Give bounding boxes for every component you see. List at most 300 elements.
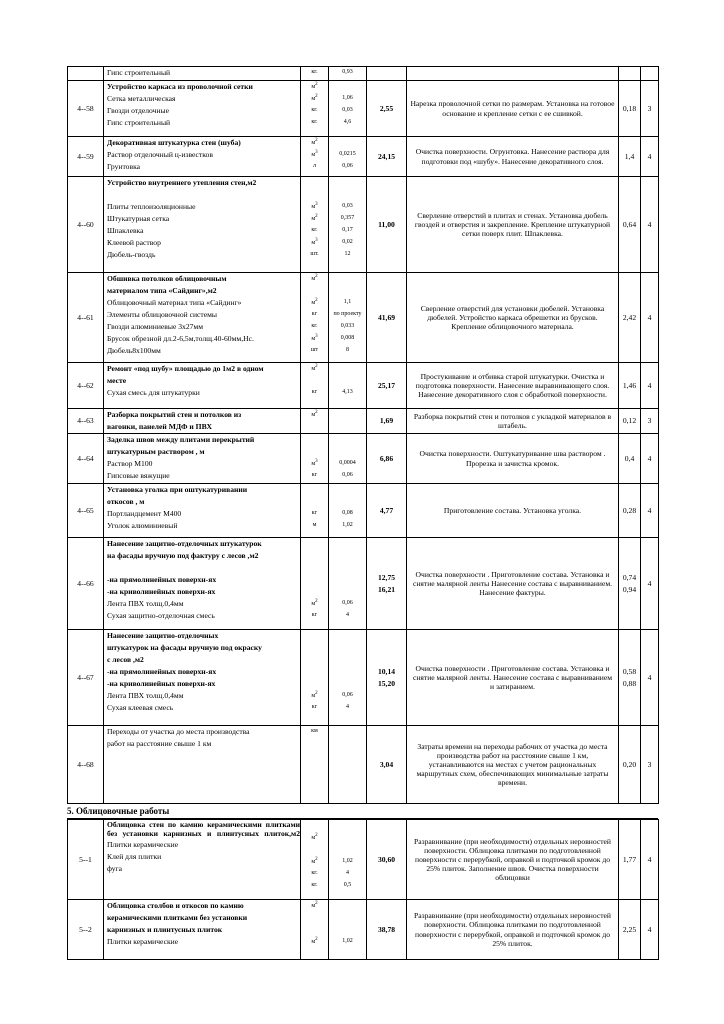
work-description: Очистка поверхности. Оштукатуривание шва раствором . Прорезка и зачистка кромок. bbox=[407, 434, 619, 484]
quantities-column bbox=[329, 900, 367, 960]
units-column bbox=[301, 900, 329, 960]
material-quantity bbox=[329, 345, 366, 357]
material-name: Портландцемент М400 bbox=[107, 509, 182, 519]
unit-text: $м^2$ bbox=[311, 937, 318, 946]
units-column bbox=[301, 177, 329, 273]
work-description: Очистка поверхности. Огрунтовка. Нанесение раствора для подготовки под «шубу». Нанесение декоративного слоя. bbox=[407, 137, 619, 177]
norms-document bbox=[67, 66, 658, 960]
quantity-text: 0,0215 bbox=[339, 151, 356, 158]
rate-value bbox=[619, 900, 641, 960]
material-quantity bbox=[329, 105, 366, 117]
material-name: Брусок обрезной дл.2-6,5м,толщ.40-60мм,Нс. bbox=[107, 334, 254, 344]
material-unit bbox=[301, 508, 328, 520]
rate-value-item: 0,74 bbox=[622, 572, 637, 582]
work-title-line: Облицовка стен по камню керамическими плитками без установки карнизных и плинтусных плиток,м2 bbox=[107, 820, 300, 839]
quantities-column bbox=[329, 363, 367, 409]
unit-exponent: 2 bbox=[315, 937, 318, 943]
material-quantity bbox=[329, 702, 366, 714]
row-code: 4--65 bbox=[68, 484, 104, 538]
unit-text: $м^2$ bbox=[311, 901, 318, 910]
rate-value bbox=[619, 630, 641, 726]
row-code: 4--66 bbox=[68, 538, 104, 630]
worker-grade: 4 bbox=[641, 484, 659, 538]
time-norm-value: 6,86 bbox=[379, 453, 394, 463]
material-name: фуга bbox=[107, 863, 123, 873]
material-quantity bbox=[329, 678, 366, 690]
time-norm bbox=[367, 177, 407, 273]
rate-value-item bbox=[619, 68, 640, 80]
rate-value-item: 1,4 bbox=[624, 151, 635, 161]
material-name: Раствор М100 bbox=[107, 459, 153, 469]
quantity-text: 1,02 bbox=[342, 858, 353, 865]
worker-grade: 4 bbox=[641, 538, 659, 630]
material-quantity bbox=[329, 285, 366, 297]
time-norm-value: 3,04 bbox=[379, 759, 394, 769]
quantity-text: 4,13 bbox=[342, 389, 353, 396]
material-name: Плитки керамические bbox=[107, 937, 179, 947]
rate-value bbox=[619, 538, 641, 630]
worker-grade: 3 bbox=[641, 409, 659, 434]
quantity-text: 0,93 bbox=[342, 69, 353, 76]
rate-value-item: 0,18 bbox=[622, 103, 637, 113]
material-unit bbox=[301, 285, 328, 297]
material-name bbox=[104, 562, 300, 574]
table-row bbox=[68, 484, 659, 538]
material-quantity bbox=[329, 880, 366, 892]
time-norm bbox=[367, 363, 407, 409]
rate-value bbox=[619, 363, 641, 409]
material-unit bbox=[301, 868, 328, 880]
material-unit bbox=[301, 446, 328, 458]
quantity-text: 0,08 bbox=[342, 510, 353, 517]
material-quantity bbox=[329, 726, 366, 738]
work-and-materials bbox=[104, 273, 301, 363]
work-and-materials bbox=[104, 409, 301, 434]
material-name: Лента ПВХ толщ.0,4мм bbox=[107, 599, 184, 609]
work-title-line: -на криволинейных поверхн-ях bbox=[107, 587, 216, 597]
quantity-text: 4,6 bbox=[343, 119, 352, 126]
material-quantity bbox=[329, 273, 366, 285]
unit-exponent: 2 bbox=[315, 364, 318, 370]
material-quantity bbox=[329, 225, 366, 237]
unit-text: $м^2$ bbox=[311, 364, 318, 373]
work-title-line: откосов , м bbox=[107, 497, 145, 507]
work-title-line: Устройство внутреннего утепления стен,м2 bbox=[107, 178, 257, 188]
material-unit bbox=[301, 177, 328, 189]
material-quantity bbox=[329, 149, 366, 161]
unit-text: $м^3$ bbox=[311, 334, 318, 343]
table-row bbox=[68, 81, 659, 137]
time-norm bbox=[367, 273, 407, 363]
worker-grade: 4 bbox=[641, 177, 659, 273]
units-column bbox=[301, 434, 329, 484]
material-quantity bbox=[329, 484, 366, 496]
work-description: Сверление отверстий в плитах и стенах. Установка дюбель гвоздей и отверстия и закрепление. Крепление штукатурной сетки поверх плит. Шпаклевка. bbox=[407, 177, 619, 273]
quantity-text: 4 bbox=[346, 612, 349, 619]
material-quantity bbox=[329, 434, 366, 446]
rate-value bbox=[619, 820, 641, 900]
unit-text: кг bbox=[311, 472, 318, 479]
time-norm bbox=[367, 538, 407, 630]
work-description: Простукивание и отбивка старой штукатурки. Очистка и подготовка поверхности. Нанесение выравнивающего слоя. Нанесение декоративного слоя с обработкой поверхности. bbox=[407, 363, 619, 409]
rate-value-item: 0,12 bbox=[622, 416, 637, 426]
material-name: работ на расстояние свыше 1 км bbox=[107, 739, 212, 749]
material-unit bbox=[301, 484, 328, 496]
rate-value-item: 0,20 bbox=[622, 759, 637, 769]
unit-exponent: 3 bbox=[315, 459, 318, 465]
unit-text: $м^2$ bbox=[311, 82, 318, 91]
material-quantity bbox=[329, 309, 366, 321]
material-name: Гвозди отделочные bbox=[107, 106, 170, 116]
material-quantity bbox=[329, 237, 366, 249]
material-quantity bbox=[329, 690, 366, 702]
table-row bbox=[68, 538, 659, 630]
material-quantity bbox=[329, 137, 366, 149]
units-column bbox=[301, 81, 329, 137]
material-quantity bbox=[329, 496, 366, 508]
material-unit bbox=[301, 189, 328, 201]
material-quantity bbox=[329, 586, 366, 598]
rate-value bbox=[619, 409, 641, 434]
material-unit bbox=[301, 520, 328, 532]
material-unit bbox=[301, 93, 328, 105]
work-title-line: -на прямолинейных поверхн-ях bbox=[107, 667, 217, 677]
work-description: Очистка поверхности . Приготовление состава. Установка и снятие малярной ленты. Нанесение состава с выравниванием и затиранием. bbox=[407, 630, 619, 726]
material-name: Грунтовка bbox=[107, 162, 141, 172]
material-quantity bbox=[329, 93, 366, 105]
unit-text: кг bbox=[311, 704, 318, 711]
table-row bbox=[68, 137, 659, 177]
material-quantity bbox=[329, 924, 366, 936]
quantity-text: 4 bbox=[346, 870, 349, 877]
work-and-materials bbox=[104, 538, 301, 630]
rate-value-item: 1,77 bbox=[622, 854, 637, 864]
material-name: Гвозди алюминиевые 3х27мм bbox=[107, 322, 204, 332]
time-norm bbox=[367, 81, 407, 137]
unit-text: кг. bbox=[311, 119, 318, 126]
material-quantity bbox=[329, 458, 366, 470]
material-unit bbox=[301, 273, 328, 285]
row-code: 4--63 bbox=[68, 409, 104, 434]
material-unit bbox=[301, 105, 328, 117]
work-and-materials bbox=[104, 177, 301, 273]
row-code: 5--1 bbox=[68, 820, 104, 900]
material-unit bbox=[301, 225, 328, 237]
material-quantity bbox=[329, 900, 366, 912]
material-quantity bbox=[329, 738, 366, 750]
time-norm bbox=[367, 726, 407, 804]
material-quantity bbox=[329, 409, 366, 421]
table-row bbox=[68, 409, 659, 434]
material-unit bbox=[301, 630, 328, 642]
unit-text: кг. bbox=[311, 882, 318, 889]
norms-table-1 bbox=[67, 66, 659, 804]
quantity-text: 8 bbox=[346, 347, 349, 354]
quantity-text: 4 bbox=[346, 704, 349, 711]
table-row bbox=[68, 67, 659, 81]
unit-text: $м^2$ bbox=[311, 833, 318, 842]
quantities-column bbox=[329, 538, 367, 630]
worker-grade bbox=[641, 67, 659, 81]
quantity-text: 0,033 bbox=[340, 323, 355, 330]
quantity-text: 0,357 bbox=[340, 215, 355, 222]
units-column bbox=[301, 820, 329, 900]
material-unit bbox=[301, 470, 328, 482]
material-unit bbox=[301, 690, 328, 702]
unit-text: $м^2$ bbox=[311, 691, 318, 700]
unit-text: л bbox=[313, 163, 316, 170]
material-quantity bbox=[329, 333, 366, 345]
work-description: Разравнивание (при необходимости) отдельных неровностей поверхности. Облицовка плитками по подготовленной поверхности с перерубкой, оправкой и подточкой кромок до 25% плиток. bbox=[407, 900, 619, 960]
work-and-materials bbox=[104, 67, 301, 81]
quantity-text: 0,06 bbox=[342, 472, 353, 479]
unit-exponent: 2 bbox=[315, 691, 318, 697]
material-unit bbox=[301, 880, 328, 892]
quantity-text: 1,02 bbox=[342, 938, 353, 945]
rate-value-item: 0,64 bbox=[622, 219, 637, 229]
material-unit bbox=[301, 562, 328, 574]
material-quantity bbox=[329, 630, 366, 642]
material-quantity bbox=[329, 81, 366, 93]
quantity-text: 0,03 bbox=[342, 203, 353, 210]
quantities-column bbox=[329, 434, 367, 484]
material-quantity bbox=[329, 508, 366, 520]
work-description: Сверление отверстий для установки дюбелей. Установка дюбелей. Устройство каркаса обрешетки из брусков. Крепление облицовочного материала. bbox=[407, 273, 619, 363]
rate-value bbox=[619, 434, 641, 484]
unit-text: $м^3$ bbox=[311, 238, 318, 247]
material-unit bbox=[301, 610, 328, 622]
time-norm bbox=[367, 67, 407, 81]
material-quantity bbox=[329, 856, 366, 868]
material-quantity bbox=[329, 213, 366, 225]
unit-exponent: 2 bbox=[315, 298, 318, 304]
work-title-line: Разборка покрытий стен и потолков из bbox=[107, 410, 242, 420]
time-norm-value: 2,55 bbox=[379, 103, 394, 113]
material-quantity bbox=[329, 868, 366, 880]
unit-text: $м^2$ bbox=[311, 410, 318, 419]
units-column bbox=[301, 538, 329, 630]
unit-text: км bbox=[311, 728, 318, 735]
material-name: Сетка металлическая bbox=[107, 94, 176, 104]
work-title-line: Устройство каркаса из проволочной сетки bbox=[107, 82, 253, 92]
work-title-line: Декоративная штукатурка стен (шуба) bbox=[107, 138, 241, 148]
material-name: Гипс строительный bbox=[107, 68, 171, 78]
rate-value bbox=[619, 67, 641, 81]
time-norm-value: 41,69 bbox=[377, 312, 396, 322]
material-unit bbox=[301, 924, 328, 936]
material-unit bbox=[301, 137, 328, 149]
units-column bbox=[301, 726, 329, 804]
material-unit bbox=[301, 409, 328, 421]
table-row bbox=[68, 820, 659, 900]
unit-exponent: 2 bbox=[315, 857, 318, 863]
row-code: 4--62 bbox=[68, 363, 104, 409]
worker-grade: 4 bbox=[641, 820, 659, 900]
time-norm-value: 11,00 bbox=[378, 219, 395, 229]
quantity-text: 12 bbox=[344, 251, 351, 258]
unit-exponent: 3 bbox=[315, 202, 318, 208]
work-title-line: Заделка швов между плитами перекрытий bbox=[107, 435, 255, 445]
material-name: Сухая клеевая смесь bbox=[107, 703, 174, 713]
material-name: Штукатурная сетка bbox=[107, 214, 170, 224]
material-unit bbox=[301, 654, 328, 666]
quantities-column bbox=[329, 726, 367, 804]
worker-grade: 4 bbox=[641, 363, 659, 409]
work-title-line: Облицовка столбов и откосов по камню bbox=[107, 901, 244, 911]
rate-value bbox=[619, 81, 641, 137]
material-unit bbox=[301, 550, 328, 562]
material-quantity bbox=[329, 936, 366, 948]
material-unit bbox=[301, 538, 328, 550]
time-norm-value bbox=[367, 68, 406, 80]
work-description bbox=[407, 67, 619, 81]
material-unit bbox=[301, 421, 328, 433]
unit-text: кг bbox=[311, 389, 318, 396]
material-name: Элементы облицовочной системы bbox=[107, 310, 217, 320]
time-norm bbox=[367, 409, 407, 434]
time-norm-value: 16,21 bbox=[377, 584, 396, 594]
material-quantity bbox=[329, 177, 366, 189]
row-code: 4--64 bbox=[68, 434, 104, 484]
rate-value-item: 0,4 bbox=[624, 453, 635, 463]
unit-text: м bbox=[312, 522, 317, 529]
material-name: Уголок алюминиевый bbox=[107, 521, 178, 531]
work-and-materials bbox=[104, 630, 301, 726]
unit-text: шт bbox=[310, 347, 319, 354]
material-unit bbox=[301, 936, 328, 948]
rate-value-item: 0,94 bbox=[622, 584, 637, 594]
table-row bbox=[68, 273, 659, 363]
unit-text: $м^3$ bbox=[311, 202, 318, 211]
unit-text: $м^3$ bbox=[311, 150, 318, 159]
material-quantity bbox=[329, 642, 366, 654]
worker-grade: 3 bbox=[641, 81, 659, 137]
units-column bbox=[301, 630, 329, 726]
unit-exponent: 2 bbox=[315, 82, 318, 88]
unit-text: кг bbox=[311, 311, 318, 318]
material-unit bbox=[301, 434, 328, 446]
quantities-column bbox=[329, 273, 367, 363]
row-code: 4--58 bbox=[68, 81, 104, 137]
work-title-line: Нанесение защитно-отделочных штукатурок bbox=[107, 539, 262, 549]
material-name: Гипсовые вяжущие bbox=[107, 471, 170, 481]
quantity-text: 1,06 bbox=[342, 95, 353, 102]
material-unit bbox=[301, 161, 328, 173]
work-title-line: карнизных и плинтусных плиток bbox=[107, 925, 223, 935]
material-unit bbox=[301, 912, 328, 924]
material-unit bbox=[301, 678, 328, 690]
material-unit bbox=[301, 598, 328, 610]
unit-text: $м^2$ bbox=[311, 138, 318, 147]
quantity-text: 0,06 bbox=[342, 163, 353, 170]
quantities-column bbox=[329, 409, 367, 434]
row-code: 4--59 bbox=[68, 137, 104, 177]
work-title-line: -на криволинейных поверхн-ях bbox=[107, 679, 216, 689]
work-title-line: материалом типа «Сайдинг»,м2 bbox=[107, 286, 217, 296]
unit-text: $м^2$ bbox=[311, 214, 318, 223]
material-unit bbox=[301, 642, 328, 654]
work-and-materials bbox=[104, 434, 301, 484]
rate-value bbox=[619, 484, 641, 538]
material-quantity bbox=[329, 67, 366, 79]
row-code: 4--60 bbox=[68, 177, 104, 273]
worker-grade: 4 bbox=[641, 630, 659, 726]
material-quantity bbox=[329, 161, 366, 173]
material-name: Лента ПВХ толщ.0,4мм bbox=[107, 691, 184, 701]
rate-value bbox=[619, 137, 641, 177]
rate-value-item: 2,42 bbox=[622, 312, 637, 322]
material-unit bbox=[301, 81, 328, 93]
worker-grade: 4 bbox=[641, 137, 659, 177]
material-name: Дюбель8х100мм bbox=[107, 346, 161, 356]
unit-text: $м^3$ bbox=[311, 459, 318, 468]
quantities-column bbox=[329, 177, 367, 273]
row-code bbox=[68, 67, 104, 81]
table-row bbox=[68, 630, 659, 726]
work-description: Приготовление состава. Установка уголка. bbox=[407, 484, 619, 538]
rate-value-item: 2,25 bbox=[622, 924, 637, 934]
quantity-text: 1,02 bbox=[342, 522, 353, 529]
time-norm-value: 10,14 bbox=[377, 666, 396, 676]
units-column bbox=[301, 409, 329, 434]
work-title-line: штукатурок на фасады вручную под окраску bbox=[107, 643, 262, 653]
material-unit bbox=[301, 387, 328, 399]
units-column bbox=[301, 67, 329, 81]
quantity-text: 0,03 bbox=[342, 107, 353, 114]
material-unit bbox=[301, 333, 328, 345]
material-unit bbox=[301, 586, 328, 598]
material-unit bbox=[301, 666, 328, 678]
quantities-column bbox=[329, 820, 367, 900]
units-column bbox=[301, 137, 329, 177]
quantity-text: по проекту bbox=[333, 311, 362, 318]
material-quantity bbox=[329, 297, 366, 309]
rate-value bbox=[619, 273, 641, 363]
material-quantity bbox=[329, 562, 366, 574]
material-name: Плиты теплоизоляционные bbox=[107, 202, 196, 212]
material-quantity bbox=[329, 249, 366, 261]
work-title-line: Установка уголка при оштукатуривании bbox=[107, 485, 248, 495]
work-title-line: Нанесение защитно-отделочных bbox=[107, 631, 219, 641]
unit-exponent: 3 bbox=[315, 150, 318, 156]
quantity-text: 1,1 bbox=[343, 299, 352, 306]
row-code: 4--68 bbox=[68, 726, 104, 804]
quantities-column bbox=[329, 67, 367, 81]
material-unit bbox=[301, 297, 328, 309]
work-and-materials bbox=[104, 81, 301, 137]
unit-text: кг bbox=[311, 612, 318, 619]
work-description: Затраты времени на переходы рабочих от участка до места производства работ на расстояние свыше 1 км, устанавливаются на местах с учетом рациональных маршрутных схем, обеспечивающих минимальные затраты времени. bbox=[407, 726, 619, 804]
unit-exponent: 2 bbox=[315, 274, 318, 280]
work-title-line: штукатурным раствором , м bbox=[107, 447, 205, 457]
time-norm-value: 25,17 bbox=[377, 380, 396, 390]
material-quantity bbox=[329, 666, 366, 678]
time-norm bbox=[367, 900, 407, 960]
material-quantity bbox=[329, 574, 366, 586]
work-title-line: Ремонт «под шубу» площадью до 1м2 в одном bbox=[107, 364, 264, 374]
rate-value-item: 1,46 bbox=[622, 380, 637, 390]
unit-text: кг. bbox=[311, 870, 318, 877]
material-unit bbox=[301, 237, 328, 249]
material-unit bbox=[301, 496, 328, 508]
work-description: Разравнивание (при необходимости) отдельных неровностей поверхности. Облицовка плитками по подготовленной поверхности с перерубкой, оправкой и подточкой кромок до 25% плиток. Заполнение швов. Очистка поверхности облицовки bbox=[407, 820, 619, 900]
material-quantity bbox=[329, 654, 366, 666]
material-name: Плитки керамические bbox=[107, 839, 179, 849]
table-row bbox=[68, 363, 659, 409]
unit-exponent: 2 bbox=[315, 138, 318, 144]
row-code: 5--2 bbox=[68, 900, 104, 960]
material-unit bbox=[301, 309, 328, 321]
